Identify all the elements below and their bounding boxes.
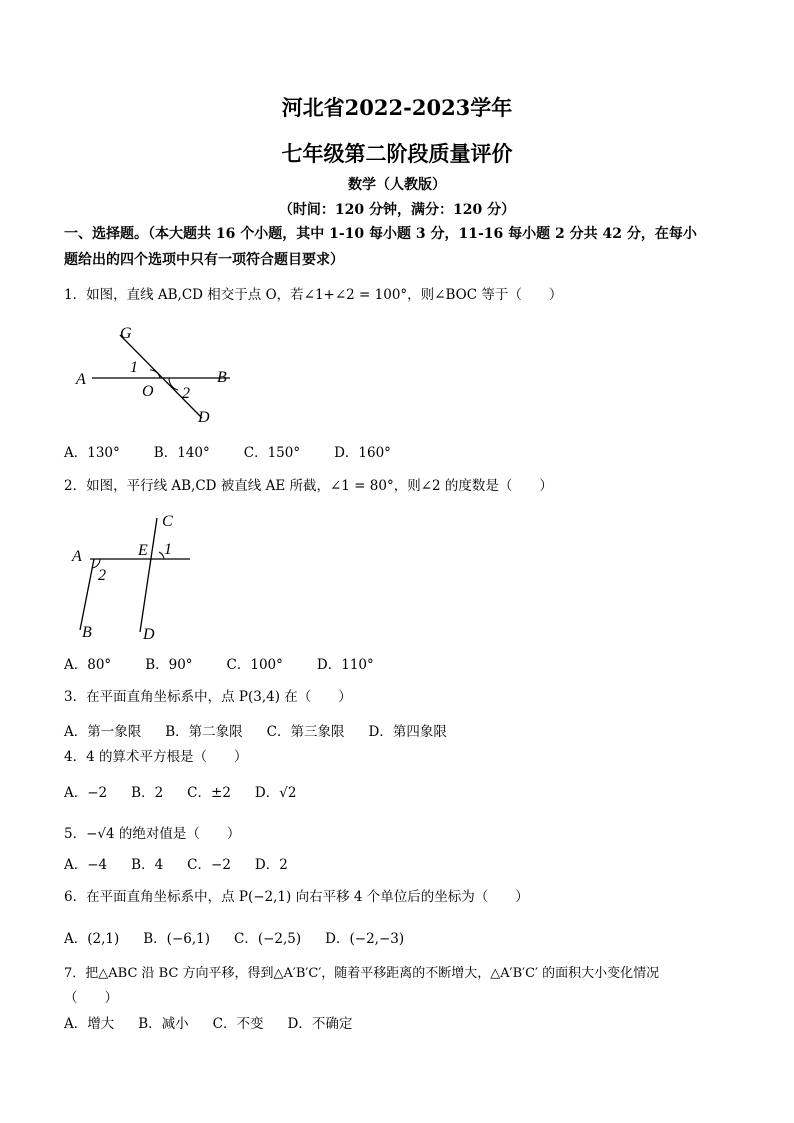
option-d: D．110°: [316, 657, 374, 673]
label-d: D: [143, 626, 155, 643]
option-a: A．−2: [64, 785, 108, 801]
option-a: A．130°: [64, 445, 120, 461]
option-b: B．90°: [145, 657, 193, 673]
option-b: B．140°: [153, 445, 210, 461]
question-1-stem: 1．如图，直线 AB,CD 相交于点 O，若∠1+∠2 = 100°，则∠BOC 等于（ ）: [64, 287, 563, 303]
question-2-figure: [66, 508, 206, 643]
label-b: B: [217, 369, 227, 386]
question-6-options: [64, 927, 428, 947]
label-angle-1: 1: [130, 359, 138, 376]
label-o: O: [142, 383, 154, 400]
label-angle-2: 2: [98, 567, 106, 584]
question-3-stem: 3．在平面直角坐标系中，点 P(3,4) 在（ ）: [64, 689, 352, 705]
label-e: E: [138, 542, 148, 559]
option-c: C．±2: [187, 785, 231, 801]
question-7-options: [64, 1012, 376, 1032]
option-a: A．(2,1): [64, 931, 120, 947]
question-4-options: [64, 781, 320, 801]
question-7-stem: 7．把△ABC 沿 BC 方向平移，得到△A′B′C′，随着平移距离的不断增大，△A′B′C′ 的面积大小变化情况: [64, 966, 660, 981]
option-b: B．2: [131, 785, 164, 801]
label-a: A: [76, 371, 86, 388]
option-c: C．−2: [187, 857, 231, 873]
label-b: B: [82, 624, 92, 641]
option-d: D．160°: [334, 445, 391, 461]
option-b: B．第二象限: [165, 724, 243, 740]
option-c: C．100°: [226, 657, 283, 673]
option-d: D．√2: [254, 785, 297, 801]
section-heading-line1: 一、选择题。（本大题共 16 个小题，其中 1-10 每小题 3 分，11-16 每小题 2 分共 42 分，在每小: [64, 226, 697, 242]
question-2-options: [64, 653, 408, 673]
question-3-options: [64, 720, 471, 740]
option-c: C．150°: [243, 445, 301, 461]
option-c: C．不变: [212, 1016, 264, 1032]
label-d: D: [198, 409, 210, 426]
exam-title-line1: 河北省2022-2023学年: [281, 95, 513, 120]
option-d: D．第四象限: [368, 724, 447, 740]
option-d: D．2: [254, 857, 288, 873]
exam-time-score: （时间：120 分钟，满分：120 分）: [278, 202, 516, 218]
label-angle-1: 1: [164, 541, 172, 558]
label-a: A: [72, 548, 82, 565]
option-d: D．不确定: [287, 1016, 353, 1032]
section-heading-line2: 题给出的四个选项中只有一项符合题目要求）: [64, 252, 344, 268]
option-a: A．第一象限: [64, 724, 142, 740]
option-c: C．(−2,5): [234, 931, 302, 947]
question-6-stem: 6．在平面直角坐标系中，点 P(−2,1) 向右平移 4 个单位后的坐标为（ ）: [64, 889, 529, 905]
question-2-stem: 2．如图，平行线 AB,CD 被直线 AE 所截，∠1 = 80°，则∠2 的度数是（ ）: [64, 478, 553, 494]
question-5-options: [64, 853, 312, 873]
label-angle-2: 2: [182, 385, 190, 402]
option-b: B．减小: [138, 1016, 189, 1032]
question-5-stem: 5．−√4 的绝对值是（ ）: [64, 826, 241, 842]
question-1-options: [64, 441, 425, 461]
exam-subject: 数学（人教版）: [348, 177, 446, 193]
option-a: A．80°: [64, 657, 112, 673]
question-4-stem: 4．4 的算术平方根是（ ）: [64, 749, 248, 765]
option-c: C．第三象限: [266, 724, 345, 740]
label-g: G: [120, 325, 132, 342]
option-d: D．(−2,−3): [325, 931, 405, 947]
option-a: A．−4: [64, 857, 108, 873]
option-a: A．增大: [64, 1016, 115, 1032]
exam-title-line2: 七年级第二阶段质量评价: [281, 141, 513, 166]
option-b: B．4: [131, 857, 164, 873]
label-c: C: [162, 513, 173, 530]
option-b: B．(−6,1): [143, 931, 211, 947]
question-1-figure: [70, 318, 250, 428]
question-7-stem-line2: （ ）: [64, 990, 118, 1006]
